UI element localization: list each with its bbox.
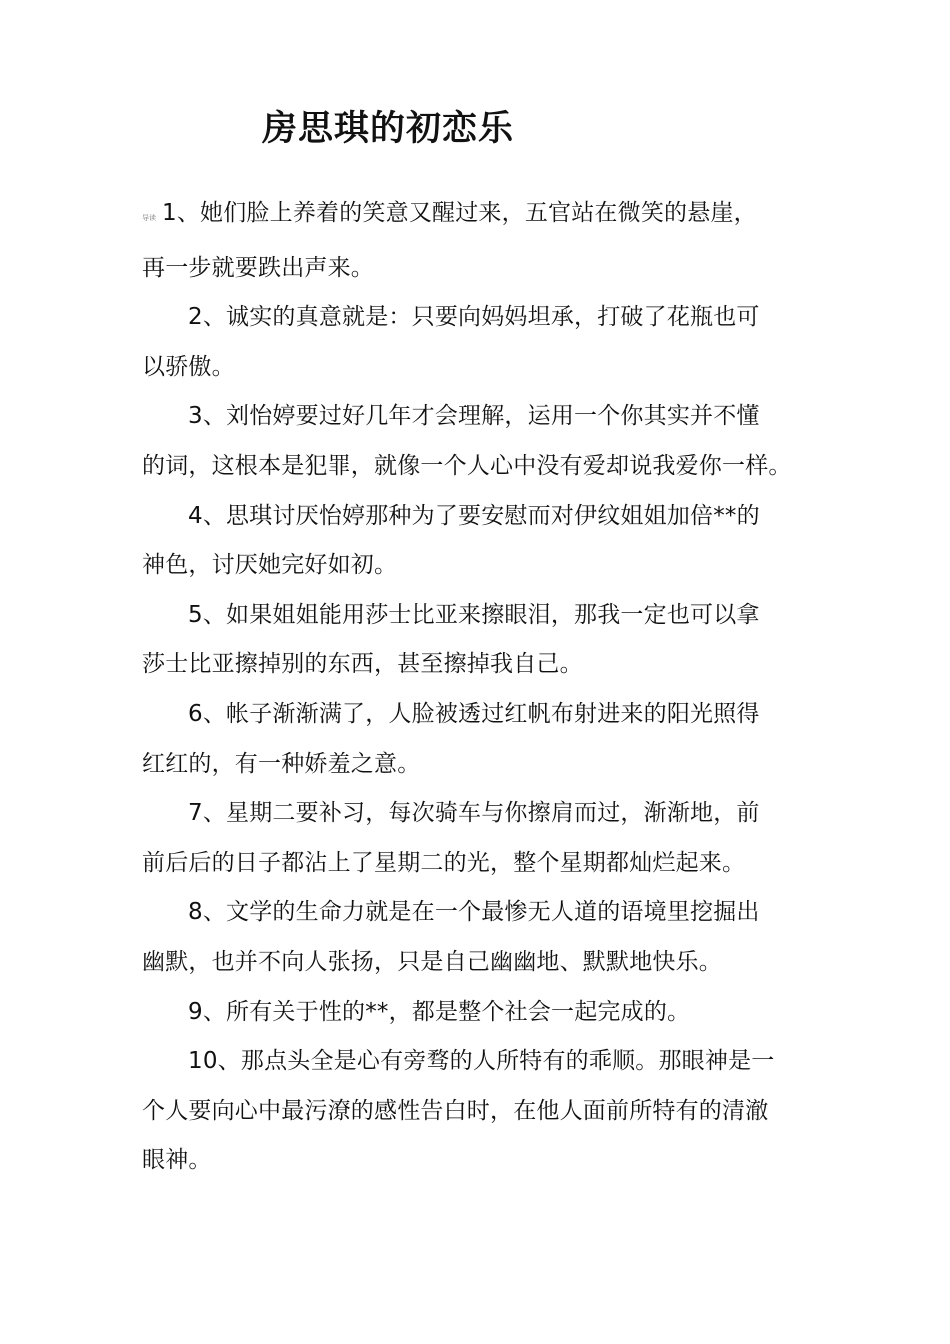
paragraph-text: 1、她们脸上养着的笑意又醒过来，五官站在微笑的悬崖，: [162, 200, 757, 226]
paragraph-line: 3、刘怡婷要过好几年才会理解，运用一个你其实并不懂: [188, 403, 760, 430]
paragraph-line: 5、如果姐姐能用莎士比亚来擦眼泪，那我一定也可以拿: [188, 601, 760, 628]
paragraph-line: 幽默，也并不向人张扬，只是自己幽幽地、默默地快乐。: [142, 948, 722, 975]
paragraph-line: 莎士比亚擦掉别的东西，甚至擦掉我自己。: [142, 651, 583, 678]
document-title: 房思琪的初恋乐: [262, 109, 515, 149]
paragraph-line: 2、诚实的真意就是：只要向妈妈坦承，打破了花瓶也可: [188, 304, 760, 331]
paragraph-line: 以骄傲。: [142, 353, 235, 380]
paragraph-line: 4、思琪讨厌怡婷那种为了要安慰而对伊纹姐姐加倍**的: [188, 502, 760, 529]
paragraph-line: [142, 189, 832, 244]
paragraph-2: [142, 293, 832, 392]
paragraph-line: 8、文学的生命力就是在一个最惨无人道的语境里挖掘出: [188, 899, 760, 926]
paragraph-line: 的词，这根本是犯罪，就像一个人心中没有爱却说我爱你一样。: [142, 452, 792, 479]
paragraph-5: [142, 591, 832, 690]
paragraph-line: 前后后的日子都沾上了星期二的光，整个星期都灿烂起来。: [142, 849, 746, 876]
paragraph-line: 红红的，有一种娇羞之意。: [142, 750, 421, 777]
paragraph-line: 6、帐子渐渐满了，人脸被透过红帆布射进来的阳光照得: [188, 700, 760, 727]
small-mark: 导读: [142, 214, 156, 222]
paragraph-8: [142, 888, 832, 987]
paragraph-line: 10、那点头全是心有旁骛的人所特有的乖顺。那眼神是一: [188, 1048, 775, 1075]
paragraph-line: 个人要向心中最污潦的感性告白时，在他人面前所特有的清澈: [142, 1097, 769, 1124]
document-body: [142, 189, 832, 1186]
paragraph-line: 再一步就要跌出声来。: [142, 254, 374, 281]
paragraph-6: [142, 690, 832, 789]
paragraph-line: 神色，讨厌她完好如初。: [142, 552, 398, 579]
paragraph-line: 9、所有关于性的**，都是整个社会一起完成的。: [188, 998, 691, 1025]
paragraph-7: [142, 789, 832, 888]
paragraph-3: [142, 392, 832, 491]
paragraph-line: 7、星期二要补习，每次骑车与你擦肩而过，渐渐地，前: [188, 800, 760, 827]
paragraph-9: [142, 988, 832, 1038]
paragraph-line: 眼神。: [142, 1147, 212, 1174]
paragraph-1: [142, 189, 832, 293]
paragraph-10: [142, 1037, 832, 1186]
paragraph-4: [142, 492, 832, 591]
